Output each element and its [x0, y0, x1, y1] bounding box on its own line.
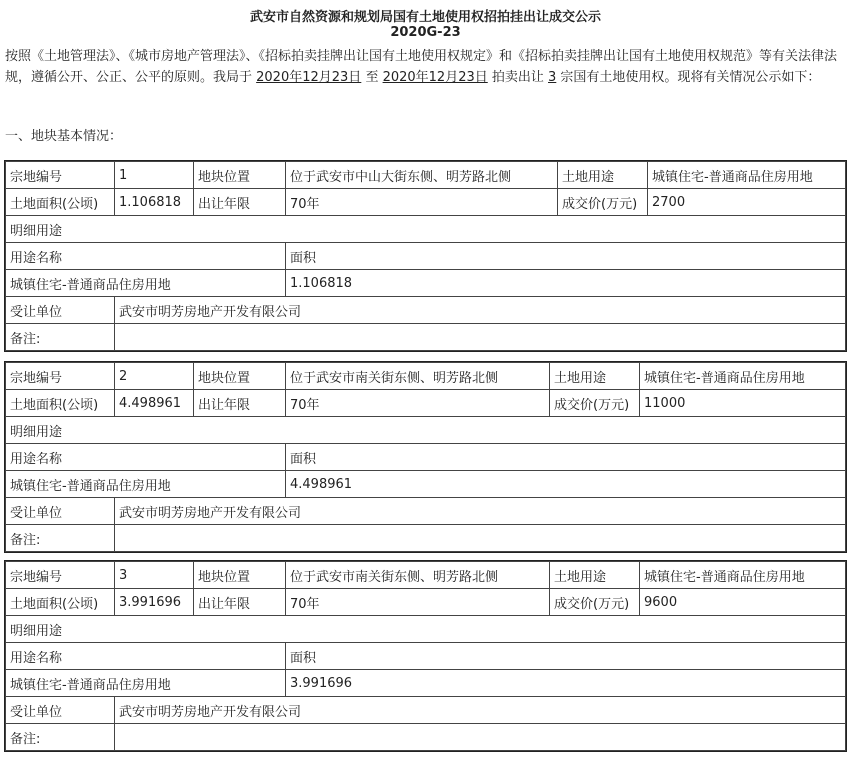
start-date: 2020年12月23日: [256, 70, 362, 85]
table-row: [6, 243, 846, 270]
label-use-name: 用途名称: [6, 243, 286, 270]
label-land-use: 土地用途: [550, 562, 640, 589]
detail-name-value: 城镇住宅-普通商品住房用地: [6, 471, 286, 498]
table-row: [6, 697, 846, 724]
table-row: [6, 562, 846, 589]
label-area: 土地面积(公顷): [6, 390, 115, 417]
assignee-value: 武安市明芳房地产开发有限公司: [115, 498, 846, 525]
label-use-name: 用途名称: [6, 643, 286, 670]
intro-text-1: 按照《土地管理法》、《城市房地产管理法》、《招标拍卖挂牌出让国有土地使用权规定》和《招标拍卖挂牌出让国有土地使用权规范》等有关法律法规，遵循公开、公正、公平的原则。我局于: [5, 49, 838, 85]
table-row: [6, 471, 846, 498]
label-land-use: 土地用途: [558, 162, 648, 189]
price-value: 11000: [640, 390, 846, 417]
end-date: 2020年12月23日: [382, 70, 488, 85]
table-row: [6, 324, 846, 351]
label-term: 出让年限: [194, 189, 286, 216]
table-row: [6, 724, 846, 751]
table-row: [6, 189, 846, 216]
table-row: [6, 363, 846, 390]
land-use-value: 城镇住宅-普通商品住房用地: [640, 562, 846, 589]
label-term: 出让年限: [194, 390, 286, 417]
table-row: [6, 216, 846, 243]
label-parcel-no: 宗地编号: [6, 562, 115, 589]
price-value: 9600: [640, 589, 846, 616]
location-value: 位于武安市南关街东侧、明芳路北侧: [286, 363, 550, 390]
label-detail-use: 明细用途: [6, 616, 846, 643]
intro-text-3: 宗国有土地使用权。现将有关情况公示如下：: [556, 70, 821, 85]
label-detail-use: 明细用途: [6, 216, 846, 243]
table-row: [6, 525, 846, 552]
parcel-table: [5, 362, 846, 552]
detail-area-value: 1.106818: [286, 270, 846, 297]
remark-value: [115, 724, 846, 751]
table-row: [6, 390, 846, 417]
label-parcel-no: 宗地编号: [6, 363, 115, 390]
label-use-area: 面积: [286, 243, 846, 270]
label-price: 成交价(万元): [550, 390, 640, 417]
parcel-no-value: 3: [115, 562, 194, 589]
intro-paragraph: [5, 46, 845, 88]
table-row: [6, 643, 846, 670]
label-price: 成交价(万元): [550, 589, 640, 616]
table-row: [6, 498, 846, 525]
label-remark: 备注:: [6, 324, 115, 351]
table-row: [6, 270, 846, 297]
label-price: 成交价(万元): [558, 189, 648, 216]
label-location: 地块位置: [194, 162, 286, 189]
location-value: 位于武安市中山大街东侧、明芳路北侧: [286, 162, 558, 189]
detail-name-value: 城镇住宅-普通商品住房用地: [6, 670, 286, 697]
table-row: [6, 417, 846, 444]
table-row: [6, 297, 846, 324]
location-value: 位于武安市南关街东侧、明芳路北侧: [286, 562, 550, 589]
label-use-area: 面积: [286, 444, 846, 471]
assignee-value: 武安市明芳房地产开发有限公司: [115, 297, 846, 324]
parcel-count: 3: [548, 70, 557, 85]
remark-value: [115, 324, 846, 351]
table-row: [6, 162, 846, 189]
intro-text-mid: 至: [361, 70, 383, 85]
label-location: 地块位置: [194, 562, 286, 589]
label-area: 土地面积(公顷): [6, 589, 115, 616]
parcel-table: [5, 161, 846, 351]
detail-name-value: 城镇住宅-普通商品住房用地: [6, 270, 286, 297]
label-detail-use: 明细用途: [6, 417, 846, 444]
parcel-no-value: 2: [115, 363, 194, 390]
table-row: [6, 616, 846, 643]
announcement-code: 2020G-23: [390, 25, 461, 40]
remark-value: [115, 525, 846, 552]
term-value: 70年: [286, 390, 550, 417]
term-value: 70年: [286, 589, 550, 616]
table-row: [6, 589, 846, 616]
assignee-value: 武安市明芳房地产开发有限公司: [115, 697, 846, 724]
area-value: 4.498961: [115, 390, 194, 417]
price-value: 2700: [648, 189, 846, 216]
parcel-no-value: 1: [115, 162, 194, 189]
intro-text-2: 拍卖出让: [487, 70, 549, 85]
land-use-value: 城镇住宅-普通商品住房用地: [648, 162, 846, 189]
label-area: 土地面积(公顷): [6, 189, 115, 216]
label-use-area: 面积: [286, 643, 846, 670]
label-assignee: 受让单位: [6, 697, 115, 724]
detail-area-value: 4.498961: [286, 471, 846, 498]
area-value: 1.106818: [115, 189, 194, 216]
land-use-value: 城镇住宅-普通商品住房用地: [640, 363, 846, 390]
parcel-table: [5, 561, 846, 751]
term-value: 70年: [286, 189, 558, 216]
page-title: 武安市自然资源和规划局国有土地使用权招拍挂出让成交公示: [249, 10, 601, 25]
label-land-use: 土地用途: [550, 363, 640, 390]
label-remark: 备注:: [6, 525, 115, 552]
label-remark: 备注:: [6, 724, 115, 751]
table-row: [6, 444, 846, 471]
table-row: [6, 670, 846, 697]
label-term: 出让年限: [194, 589, 286, 616]
label-parcel-no: 宗地编号: [6, 162, 115, 189]
label-use-name: 用途名称: [6, 444, 286, 471]
area-value: 3.991696: [115, 589, 194, 616]
label-assignee: 受让单位: [6, 297, 115, 324]
label-location: 地块位置: [194, 363, 286, 390]
section-title: 一、地块基本情况：: [5, 129, 123, 144]
label-assignee: 受让单位: [6, 498, 115, 525]
detail-area-value: 3.991696: [286, 670, 846, 697]
